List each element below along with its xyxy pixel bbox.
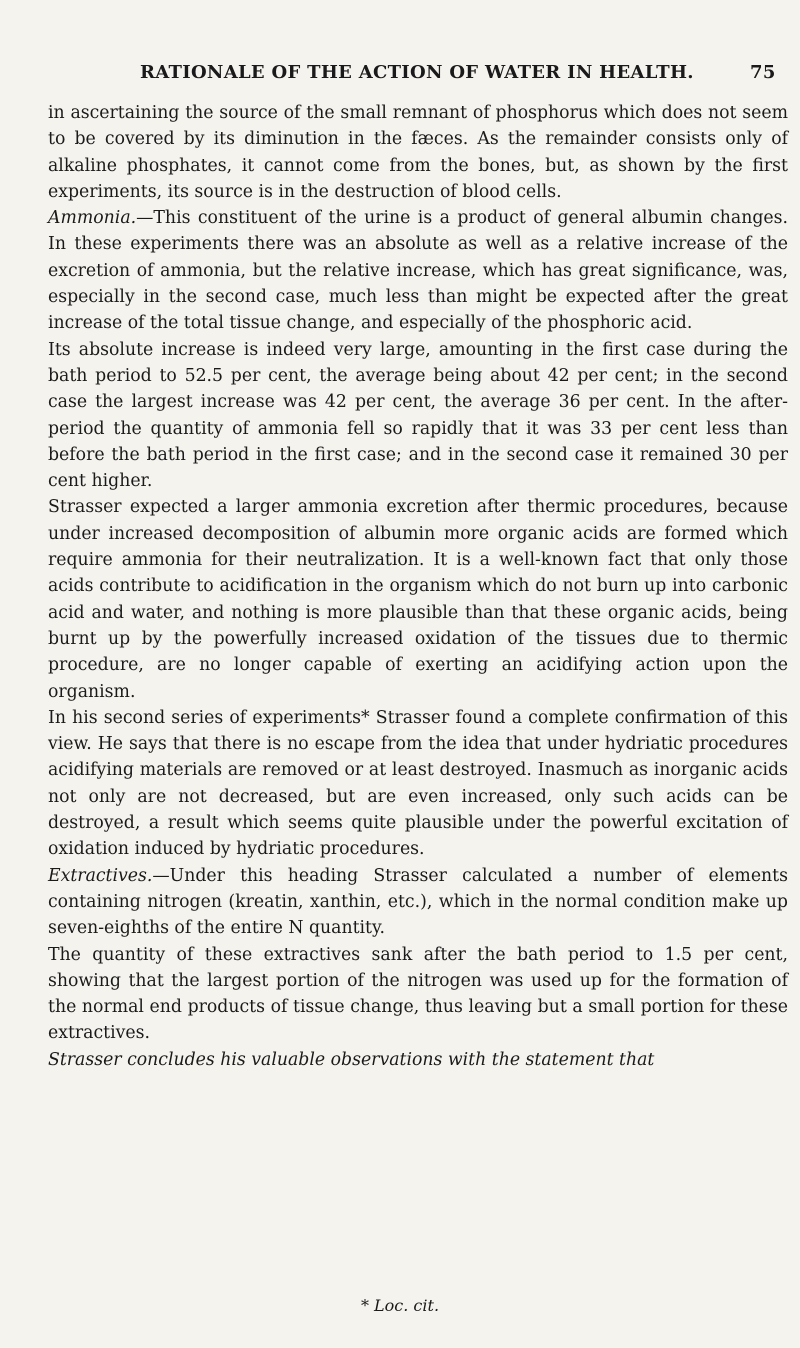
- footnote: * Loc. cit.: [360, 1296, 440, 1315]
- running-head-title: RATIONALE OF THE ACTION OF WATER IN HEALTH.: [140, 62, 694, 83]
- closing-line: Strasser concludes his valuable observations with the statement that: [48, 1049, 655, 1070]
- paragraph-ammonia: Ammonia.—This constituent of the urine is a product of general albumin changes. In these experiments there was an absolute as well as a relative increase of the excretion of ammonia, but the relative increase, which has great significance, was, especially in the second case, much less than might be expected after the great increase of the total tissue change, and especially of the phosphoric acid.: [48, 208, 788, 334]
- paragraph-quantity-extractives: The quantity of these extractives sank after the bath period to 1.5 per cent, showing that the largest portion of the nitrogen was used up for the formation of the normal end products of tissue change, thus leaving but a small portion for these extractives.: [48, 944, 788, 1044]
- body-text: [48, 100, 788, 1073]
- run-in-heading-ammonia: Ammonia.: [48, 208, 137, 229]
- paragraph-extractives: Extractives.—Under this heading Strasser calculated a number of elements containing nitrogen (kreatin, xanthin, etc.), which in the normal condition make up seven-eighths of the entire N quantity.: [48, 865, 788, 939]
- paragraph-phosphorus-remnant: in ascertaining the source of the small remnant of phosphorus which does not seem to be covered by its diminution in the fæces. As the remainder consists only of alkaline phosphates, it cannot come from the bones, but, as shown by the first experiments, its source is in the destruction of blood cells.: [48, 103, 788, 202]
- paragraph-second-series: In his second series of experiments* Strasser found a complete confirmation of this view. He says that there is no escape from the idea that under hydriatic procedures acidifying materials are removed or at least destroyed. Inasmuch as inorganic acids not only are not decreased, but are even increased, only such acids can be destroyed, a result which seems quite plausible under the powerful excitation of oxidation induced by hydriatic procedures.: [48, 707, 788, 860]
- paragraph-strasser-expected: Strasser expected a larger ammonia excretion after thermic procedures, because under increased decomposition of albumin more organic acids are formed which require ammonia for their neutralization. It is a well-known fact that only those acids contribute to acidification in the organism which do not burn up into carbonic acid and water, and nothing is more plausible than that these organic acids, being burnt up by the powerfully increased oxidation of the tissues due to thermic procedure, are no longer capable of exerting an acidifying action upon the organism.: [48, 497, 788, 702]
- page-number: 75: [750, 62, 776, 83]
- run-in-heading-extractives: Extractives.: [48, 865, 153, 886]
- paragraph-absolute-increase: Its absolute increase is indeed very large, amounting in the first case during the bath period to 52.5 per cent, the average being about 42 per cent; in the second case the largest increase was 42 per cent, the average 36 per cent. In the after-period the quantity of ammonia fell so rapidly that it was 33 per cent less than before the bath period in the first case; and in the second case it remained 30 per cent higher.: [48, 339, 788, 492]
